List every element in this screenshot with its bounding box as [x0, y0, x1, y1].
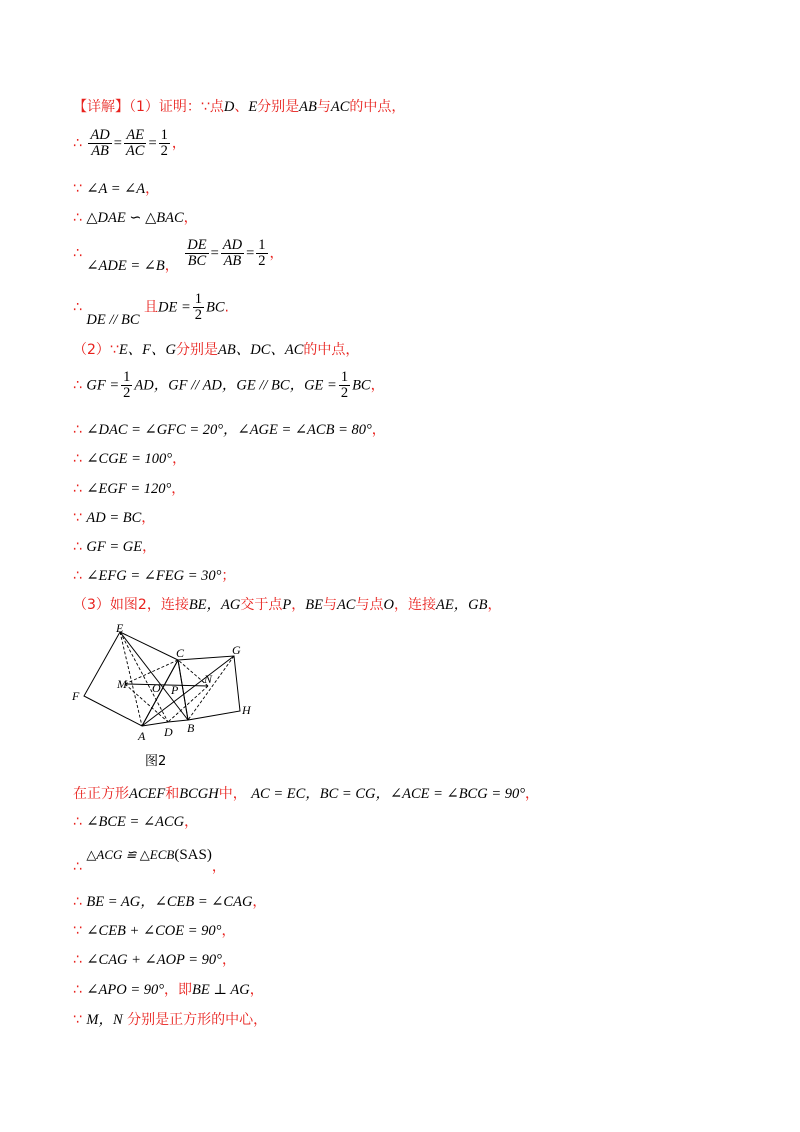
line-17: ∴ ∠BCE = ∠ACG，: [73, 814, 199, 830]
line-22: ∴ ∠APO = 90°，即BE ⊥ AG，: [73, 982, 264, 998]
label-g: G: [232, 643, 241, 657]
label-b: B: [187, 721, 195, 735]
line-7: （2）∵E、F、G分别是AB、DC、AC的中点，: [73, 342, 360, 358]
label-p: P: [171, 683, 179, 697]
line-14: ∴ ∠EFG = ∠FEG = 30°；: [73, 568, 236, 584]
fraction: $\frac{1}{2}$: [194, 291, 202, 323]
fraction: $\frac{1}{2}$: [123, 369, 131, 401]
detail-heading: 【详解】: [73, 99, 129, 115]
figure-svg: [70, 624, 260, 749]
fraction: $\frac{1}{2}$: [258, 237, 266, 269]
line-1: 【详解】（1）证明：∵点D、E分别是AB与AC的中点，: [73, 99, 406, 115]
line-11: ∴ ∠EGF = 120°，: [73, 481, 186, 497]
label-d: D: [164, 725, 173, 739]
fraction: $\frac{AD}{AB}$: [90, 127, 110, 159]
line-9: ∴ ∠DAC = ∠GFC = 20°，∠AGE = ∠ACB = 80°，: [73, 422, 386, 438]
figure-caption: 图2: [145, 754, 167, 769]
line-3: ∵ ∠A = ∠A，: [73, 181, 160, 197]
line-19: ∴ BE = AG，∠CEB = ∠CAG，: [73, 894, 267, 910]
line-12: ∵ AD = BC，: [73, 510, 156, 526]
label-f: F: [72, 689, 80, 703]
line-8: ∴ GF = $\frac{1}{2}$ AD，GF // AD，GE // BC，GE = $\frac{1}{2}$ BC，: [73, 369, 385, 401]
label-n: N: [204, 672, 213, 686]
label-a: A: [138, 729, 146, 743]
label-m: M: [117, 677, 127, 691]
line-18: ∴ △ACG ≌ △ECB(SAS)，: [73, 847, 226, 875]
square-bcgh: [178, 656, 240, 720]
line-16: 在正方形ACEF和BCGH中， AC = EC，BC = CG，∠ACE = ∠BCG = 90°，: [73, 786, 540, 802]
label-c: C: [176, 646, 185, 660]
fraction: $\frac{AE}{AC}$: [125, 127, 145, 159]
label-o: O: [152, 681, 161, 695]
label-h: H: [242, 703, 251, 717]
line-20: ∵ ∠CEB + ∠COE = 90°，: [73, 923, 236, 939]
line-10: ∴ ∠CGE = 100°，: [73, 451, 187, 467]
line-21: ∴ ∠CAG + ∠AOP = 90°，: [73, 952, 236, 968]
label-e: E: [116, 624, 124, 635]
line-5: ∴ ∠ADE = ∠B， $\frac{DE}{BC}$ = $\frac{AD}{AB}$ = $\frac{1}{2}$ ，: [73, 237, 284, 274]
line-2: ∴ $\frac{AD}{AB}$ = $\frac{AE}{AC}$ = $\frac{1}{2}$ ，: [73, 127, 186, 159]
line-4: ∴ △DAE ∽ △BAC，: [73, 210, 198, 226]
line-23: ∵ M，N 分别是正方形的中心，: [73, 1012, 268, 1028]
fraction: $\frac{1}{2}$: [340, 369, 349, 401]
fraction: $\frac{DE}{BC}$: [187, 237, 207, 269]
fraction: $\frac{1}{2}$: [160, 127, 168, 159]
line-15: （3）如图2，连接BE，AG交于点P，BE与AC与点O，连接AE，GB，: [73, 597, 502, 613]
line-13: ∴ GF = GE，: [73, 539, 157, 555]
fraction: $\frac{AD}{AB}$: [222, 237, 243, 269]
line-6: ∴ DE // BC 且DE = $\frac{1}{2}$ BC.: [73, 291, 229, 328]
